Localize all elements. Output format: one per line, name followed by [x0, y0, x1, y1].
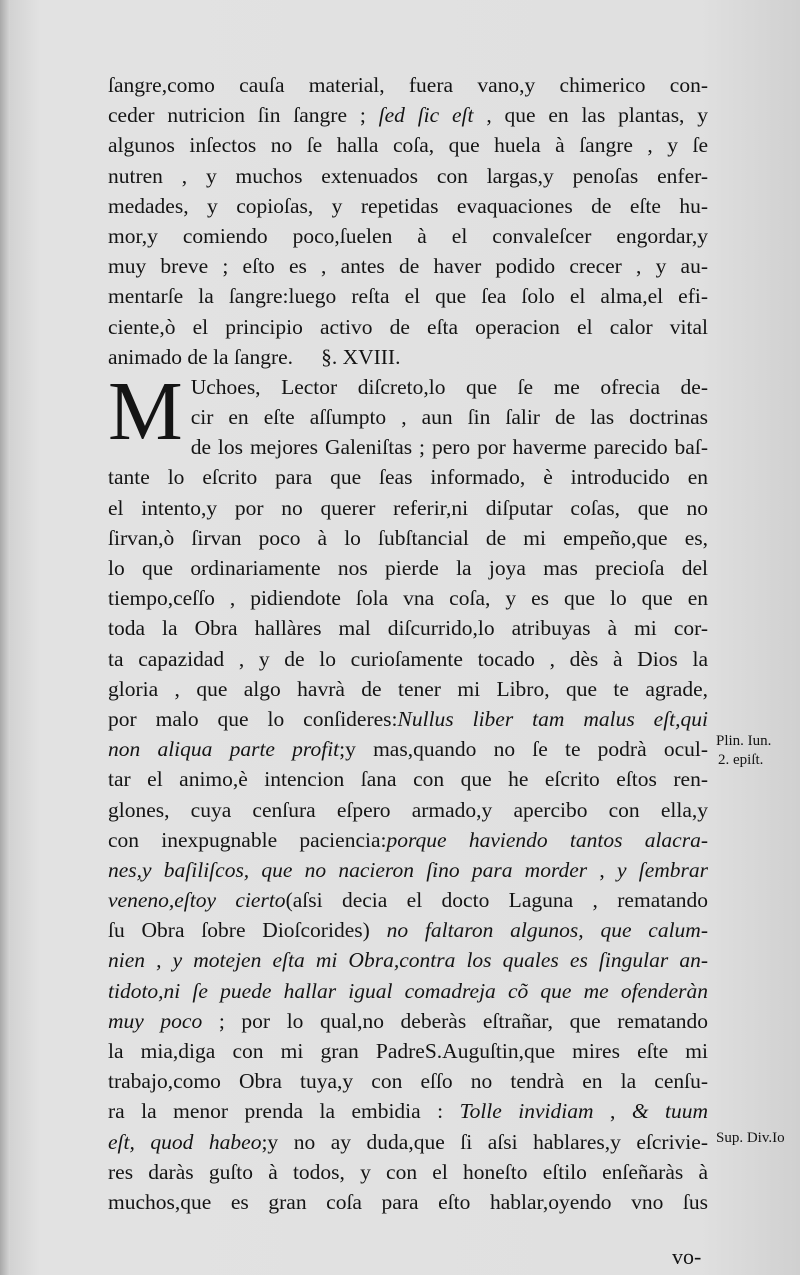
- text-segment: muy breve ; eſto es , antes de haver podido crecer , y au-: [108, 254, 708, 279]
- drop-cap-lines: [191, 372, 708, 432]
- italic-segment: nien , y motejen eſta mi Obra,contra los quales es ſingular an-: [108, 948, 708, 973]
- text-segment: ;y mas,quando no ſe te podrà ocul-: [339, 737, 708, 762]
- text-segment: ,: [587, 857, 617, 882]
- text-line: [108, 1096, 708, 1126]
- italic-segment: Nullus liber tam malus eſt,qui: [397, 706, 708, 731]
- italic-segment: porque haviendo tantos alacra-: [386, 827, 708, 852]
- text-line: [108, 1006, 708, 1036]
- text-segment: tiempo,ceſſo , pidiendote ſola vna coſa, y es que lo que en: [108, 586, 708, 611]
- italic-segment: non aliqua parte profit: [108, 737, 340, 762]
- text-line: [108, 825, 708, 855]
- paragraph-2: [108, 432, 708, 1217]
- text-line: [108, 70, 708, 100]
- paragraph-1-closing-line: [108, 342, 708, 372]
- text-segment: res daràs guſto à todos, y con el honeſto eſtilo enſeñaràs à: [108, 1159, 708, 1184]
- text-segment: de los mejores Galeniſtas ; pero por haverme parecido baſ-: [190, 435, 708, 460]
- text-line: [108, 855, 708, 885]
- text-segment: el intento,y por no querer referir,ni diſputar coſas, que no: [108, 495, 708, 520]
- text-segment: ceder nutricion ſin ſangre ;: [108, 103, 379, 128]
- text-segment: cir en eſte aſſumpto , aun ſin ſalir de las doctrinas: [190, 405, 708, 430]
- text-segment: lo que ordinariamente nos pierde la joya mas precioſa del: [108, 556, 708, 580]
- text-segment: ſangre,como cauſa material, fuera vano,y chimerico con-: [108, 73, 708, 97]
- text-segment: ta capazidad , y de lo curioſamente tocado , dès à Dios la: [108, 646, 708, 671]
- text-line: [108, 613, 708, 643]
- italic-segment: veneno,eſtoy cierto: [108, 888, 286, 913]
- text-line: [191, 402, 708, 432]
- text-segment: ſu Obra ſobre Dioſcorides): [108, 918, 387, 943]
- text-segment: muchos,que es gran coſa para eſto hablar,oyendo vno ſus: [108, 1189, 708, 1214]
- text-line: [108, 493, 708, 523]
- text-segment: ciente,ò el principio activo de eſta operacion el calor vital: [108, 314, 708, 339]
- text-segment: ſirvan,ò ſirvan poco à lo ſubſtancial de mi empeño,que es,: [108, 525, 708, 550]
- text-line: [108, 553, 708, 583]
- text-segment: toda la Obra hallàres mal diſcurrido,lo atribuyas à mi cor-: [108, 616, 708, 641]
- italic-segment: nes,y baſiliſcos, que no nacieron ſino para morder: [108, 857, 588, 882]
- text-line: [108, 945, 708, 975]
- catchword: vo-: [672, 1244, 702, 1269]
- margin-note-augustine: Sup. Div.Io: [716, 1130, 785, 1146]
- italic-segment: muy poco: [108, 1008, 203, 1033]
- text-line: [108, 523, 708, 553]
- text-segment: la mia,diga con mi gran PadreS.Auguſtin,que mires eſte mi: [108, 1039, 708, 1063]
- text-line: [108, 795, 708, 825]
- italic-segment: no faltaron algunos, que calum-: [386, 918, 708, 943]
- text-segment: ; por lo qual,no deberàs eſtrañar, que rematando: [202, 1008, 708, 1033]
- text-line: [108, 312, 708, 342]
- italic-segment: Tolle invidiam: [459, 1099, 594, 1124]
- text-line: [108, 130, 708, 160]
- margin-note-pliny-ref: 2. epiſt.: [718, 752, 764, 768]
- text-line: [108, 432, 708, 462]
- text-segment: medades, y copioſas, y repetidas evaquaciones de eſte hu-: [108, 193, 708, 218]
- text-line: [108, 764, 708, 794]
- text-segment: algunos inſectos no ſe halla coſa, que huela à ſangre , y ſe: [108, 133, 708, 158]
- text-segment: gloria , que algo havrà de tener mi Libro, que te agrade,: [108, 676, 708, 701]
- text-line: [108, 734, 708, 764]
- text-line: [108, 1127, 708, 1157]
- drop-cap: M: [108, 364, 183, 458]
- text-line: [108, 976, 708, 1006]
- text-segment: , que en las plantas, y: [473, 103, 708, 128]
- text-segment: (aſsi decia el docto Laguna , rematando: [285, 888, 709, 913]
- text-segment: mor,y comiendo poco,ſuelen à el convaleſcer engordar,y: [108, 223, 708, 248]
- page-binding-edge: [0, 0, 10, 1275]
- text-line: [108, 462, 708, 492]
- section-heading: §. XVIII.: [321, 344, 401, 369]
- text-segment: trabajo,como Obra tuya,y con eſſo no tendrà en la cenſu-: [108, 1069, 708, 1094]
- text-line: [108, 1036, 708, 1066]
- text-line: [108, 704, 708, 734]
- text-line: [191, 372, 708, 402]
- text-segment: tante lo eſcrito para que ſeas informado, è introducido en: [108, 465, 708, 490]
- text-line: [108, 221, 708, 251]
- main-text-block: [108, 70, 708, 1217]
- closing-phrase: animado de la ſangre.: [108, 344, 294, 369]
- text-line: [108, 281, 708, 311]
- text-line: [108, 1157, 708, 1187]
- text-segment: ra la menor prenda la embidia :: [108, 1099, 460, 1124]
- text-line: [108, 191, 708, 221]
- text-line: [108, 674, 708, 704]
- text-segment: mentarſe la ſangre:luego reſta el que ſea ſolo el alma,el efi-: [108, 284, 708, 309]
- text-line: [108, 583, 708, 613]
- italic-segment: eſt, quod habeo: [108, 1129, 262, 1154]
- text-segment: ,: [593, 1099, 632, 1124]
- text-line: [108, 1066, 708, 1096]
- text-segment: Uchoes, Lector diſcreto,lo que ſe me ofrecia de-: [190, 374, 708, 399]
- text-line: [108, 251, 708, 281]
- text-line: [108, 100, 708, 130]
- italic-segment: ſed ſic eſt: [378, 103, 474, 128]
- text-line: [108, 161, 708, 191]
- italic-segment: y ſembrar: [616, 857, 709, 882]
- text-segment: nutren , y muchos extenuados con largas,y penoſas enfer-: [108, 163, 708, 188]
- text-line: [108, 644, 708, 674]
- italic-segment: & tuum: [631, 1099, 708, 1124]
- text-line: [108, 915, 708, 945]
- text-segment: glones, cuya cenſura eſpero armado,y apercibo con ella,y: [108, 797, 708, 822]
- text-segment: con inexpugnable paciencia:: [108, 827, 387, 852]
- margin-note-pliny: Plin. Iun.: [716, 733, 772, 749]
- italic-segment: tidoto,ni ſe puede hallar igual comadreja cõ que me ofenderàn: [108, 978, 708, 1003]
- text-line: [108, 885, 708, 915]
- text-segment: ;y no ay duda,que ſi aſsi hablares,y eſcrivie-: [261, 1129, 708, 1154]
- text-segment: tar el animo,è intencion ſana con que he eſcrito eſtos ren-: [108, 767, 708, 792]
- text-segment: por malo que lo conſideres:: [108, 706, 398, 731]
- text-line: [108, 1187, 708, 1217]
- paragraph-1: [108, 70, 708, 342]
